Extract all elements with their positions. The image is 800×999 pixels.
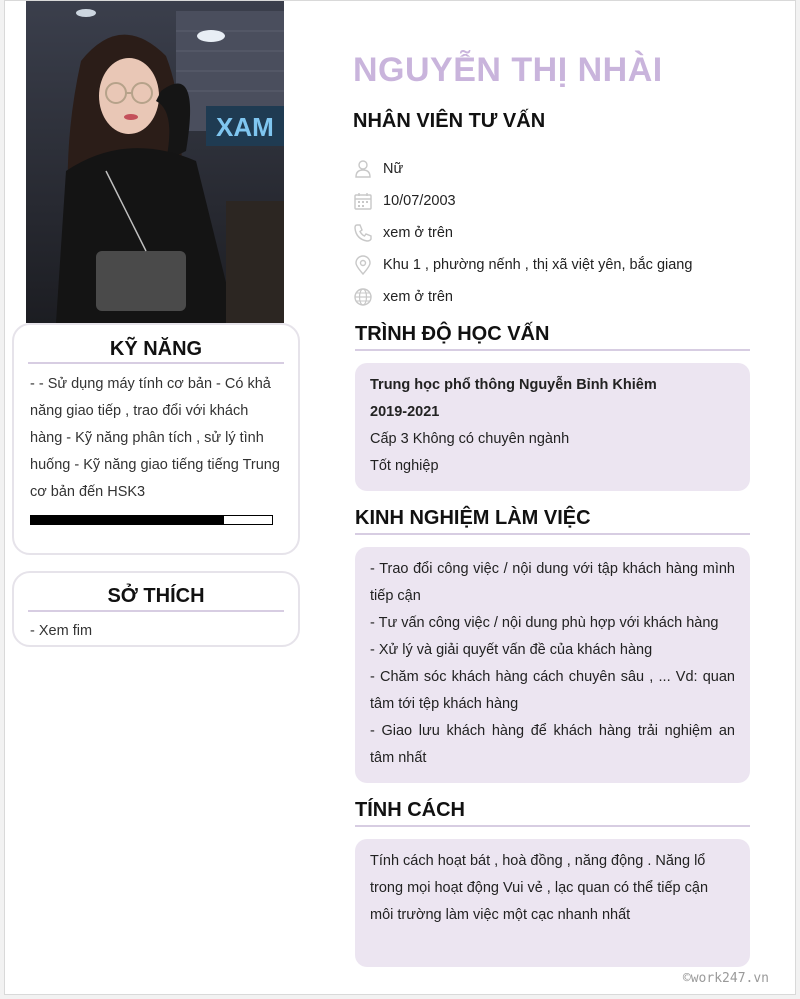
skills-title: KỸ NĂNG: [109, 338, 203, 360]
education-title: TRÌNH ĐỘ HỌC VẤN: [355, 323, 550, 345]
hobbies-card: [12, 571, 300, 647]
phone-icon: [353, 223, 383, 243]
experience-item: - Giao lưu khách hàng để khách hàng trải nghiệm an tâm nhất: [370, 723, 735, 766]
watermark: ©work247.vn: [682, 971, 769, 986]
personality-divider: [355, 825, 750, 827]
location-pin-icon: [353, 255, 383, 275]
experience-box: [355, 547, 750, 783]
skills-text: - - Sử dụng máy tính cơ bản - Có khả năng giao tiếp , trao đổi với khách hàng - Kỹ năng phân tích , sử lý tình huống - Kỹ năng giao tiếng tiếng Trung cơ bản đến HSK3: [30, 376, 280, 500]
profile-photo: [26, 1, 284, 323]
experience-item: - Trao đổi công việc / nội dung với tập khách hàng mình tiếp cận: [370, 561, 735, 604]
experience-item: - Chăm sóc khách hàng cách chuyên sâu , ... Vd: quan tâm tới tệp khách hàng: [370, 669, 735, 712]
person-icon: [353, 159, 383, 179]
info-phone: [353, 217, 753, 249]
personality-text: Tính cách hoạt bát , hoà đồng , năng động . Năng lổ trong mọi hoạt động Vui vẻ , lạc quan có thể tiếp cận môi trường làm việc một cạc nhanh nhất: [370, 853, 709, 923]
info-gender: [353, 153, 753, 185]
address-value: Khu 1 , phường nếnh , thị xã việt yên, bắc giang: [383, 257, 693, 273]
education-major: Cấp 3 Không có chuyên ngành: [370, 431, 570, 447]
info-website: [353, 281, 753, 313]
personality-title: TÍNH CÁCH: [355, 799, 465, 821]
experience-item: - Xử lý và giải quyết vấn đề của khách hàng: [370, 642, 653, 658]
education-result: Tốt nghiệp: [370, 458, 439, 474]
personal-info: [353, 153, 753, 313]
cv-page: [4, 0, 796, 995]
education-school: Trung học phổ thông Nguyễn Bỉnh Khiêm: [370, 377, 657, 393]
skill-level-bar: [30, 515, 273, 525]
experience-divider: [355, 533, 750, 535]
education-divider: [355, 349, 750, 351]
sign-text: XAM: [216, 112, 274, 142]
website-value: xem ở trên: [383, 289, 453, 305]
experience-item: - Tư vấn công việc / nội dung phù hợp với khách hàng: [370, 615, 719, 631]
calendar-icon: [353, 191, 383, 211]
gender-value: Nữ: [383, 161, 404, 177]
hobbies-title: SỞ THÍCH: [107, 585, 205, 607]
info-birthday: [353, 185, 753, 217]
globe-icon: [353, 287, 383, 307]
hobbies-text: - Xem fim: [30, 623, 93, 639]
experience-title: KINH NGHIỆM LÀM VIỆC: [355, 507, 591, 529]
skills-card: [12, 323, 300, 555]
phone-value: xem ở trên: [383, 225, 453, 241]
info-address: [353, 249, 753, 281]
education-box: [355, 363, 750, 491]
skill-level-fill: [31, 516, 224, 524]
birthday-value: 10/07/2003: [383, 193, 456, 209]
candidate-name: NGUYỄN THỊ NHÀI: [353, 51, 663, 89]
job-position: NHÂN VIÊN TƯ VẤN: [353, 110, 546, 132]
education-years: 2019-2021: [370, 404, 440, 420]
personality-box: [355, 839, 750, 967]
